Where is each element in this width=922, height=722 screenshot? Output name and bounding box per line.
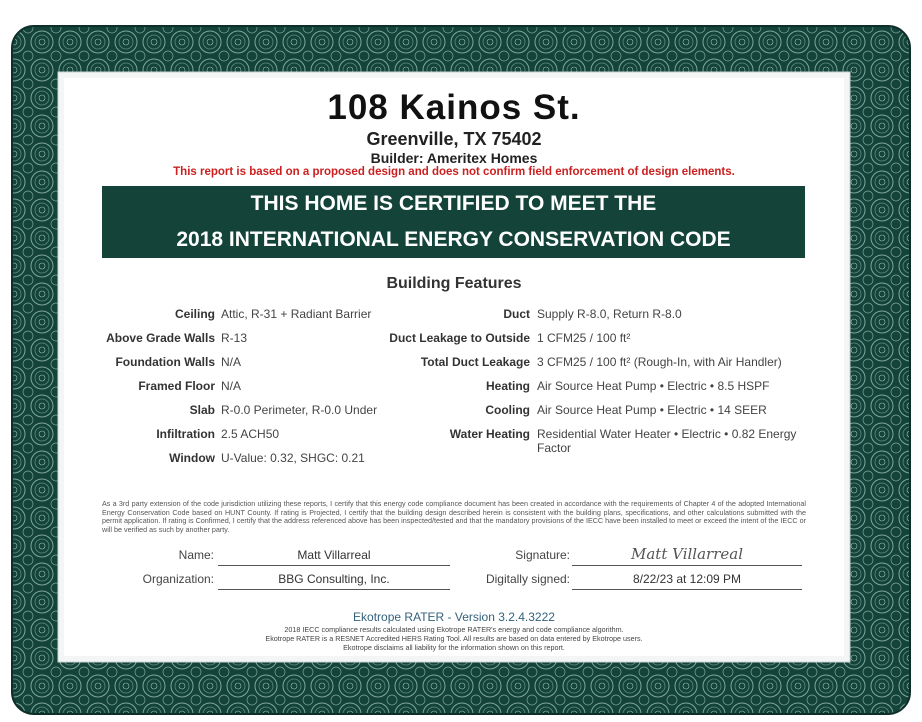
signed-label: Digitally signed:	[485, 572, 570, 586]
feature-value: N/A	[221, 379, 242, 393]
rater-name: Matt Villarreal	[297, 548, 371, 562]
feature-value: Attic, R-31 + Radiant Barrier	[221, 307, 372, 321]
feature-label: Ceiling	[174, 307, 215, 321]
organization-underline	[218, 589, 450, 590]
feature-label: Slab	[189, 403, 215, 417]
signature-label: Signature:	[515, 548, 570, 562]
certification-statement: As a 3rd party extension of the code jurisdiction utilizing these reports, I certify that this energy code compliance document has been created in accordance with the requirements of Chapter 4 of the adopted International Energy Conservation Code based on HUNT County. If rating is Projected, I certify that the building design described herein is consistent with the building plans, specifications, and other calculations submitted with the permit application. If rating is Confirmed, I certify that the address referenced above has been inspected/tested and that the mandatory provisions of the IECC have been installed to meet or exceed the intent of the IECC or will be verified as such by another party.	[102, 499, 806, 534]
feature-label: Foundation Walls	[115, 355, 215, 369]
footer-line-2: Ekotrope RATER is a RESNET Accredited HERS Rating Tool. All results are based on data entered by Ekotrope users.	[265, 634, 643, 643]
signed-date: 8/22/23 at 12:09 PM	[632, 572, 742, 586]
certificate	[64, 78, 844, 656]
city-state-zip: Greenville, TX 75402	[366, 129, 542, 149]
feature-value: 1 CFM25 / 100 ft²	[537, 331, 631, 345]
feature-label: Cooling	[485, 403, 530, 417]
organization-name: BBG Consulting, Inc.	[278, 572, 390, 586]
feature-value: R-0.0 Perimeter, R-0.0 Under	[221, 403, 378, 417]
design-disclaimer: This report is based on a proposed design and does not confirm field enforcement of design elements.	[173, 166, 735, 178]
feature-label: Duct	[503, 307, 530, 321]
feature-label: Above Grade Walls	[106, 331, 215, 345]
name-label: Name:	[178, 548, 214, 562]
feature-label: Window	[169, 451, 215, 465]
signature-image: Matt Villarreal	[631, 545, 743, 563]
feature-label: Duct Leakage to Outside	[389, 331, 530, 345]
feature-label: Heating	[485, 379, 530, 393]
feature-label: Total Duct Leakage	[420, 355, 530, 369]
footer-line-1: 2018 IECC compliance results calculated using Ekotrope RATER's energy and code compliance algorithm.	[284, 625, 624, 634]
feature-value: Supply R-8.0, Return R-8.0	[537, 307, 682, 321]
feature-label: Framed Floor	[138, 379, 215, 393]
organization-label: Organization:	[142, 572, 214, 586]
feature-label: Infiltration	[156, 427, 215, 441]
builder-name: Builder: Ameritex Homes	[370, 150, 538, 166]
feature-value: Air Source Heat Pump • Electric • 14 SEER	[537, 403, 767, 417]
feature-value: R-13	[221, 331, 248, 345]
footer-line-3: Ekotrope disclaims all liability for the information shown on this report.	[343, 643, 565, 652]
banner-line-1: THIS HOME IS CERTIFIED TO MEET THE	[250, 192, 657, 215]
rater-version: Ekotrope RATER - Version 3.2.4.3222	[353, 610, 555, 624]
signed-underline	[572, 589, 802, 590]
banner-line-2: 2018 INTERNATIONAL ENERGY CONSERVATION CODE	[176, 228, 731, 251]
certification-banner	[102, 186, 805, 258]
feature-value: Residential Water Heater • Electric • 0.82 Energy	[537, 427, 797, 441]
feature-value: 2.5 ACH50	[221, 427, 280, 441]
feature-value: Air Source Heat Pump • Electric • 8.5 HSPF	[537, 379, 770, 393]
features-title: Building Features	[386, 275, 522, 292]
feature-value: N/A	[221, 355, 242, 369]
feature-label: Water Heating	[449, 427, 530, 441]
name-underline	[218, 565, 450, 566]
signature-underline	[572, 565, 802, 566]
feature-value-continued: Factor	[537, 441, 572, 455]
street-address: 108 Kainos St.	[327, 88, 581, 127]
feature-value: 3 CFM25 / 100 ft² (Rough-In, with Air Handler)	[537, 355, 782, 369]
feature-value: U-Value: 0.32, SHGC: 0.21	[221, 451, 365, 465]
